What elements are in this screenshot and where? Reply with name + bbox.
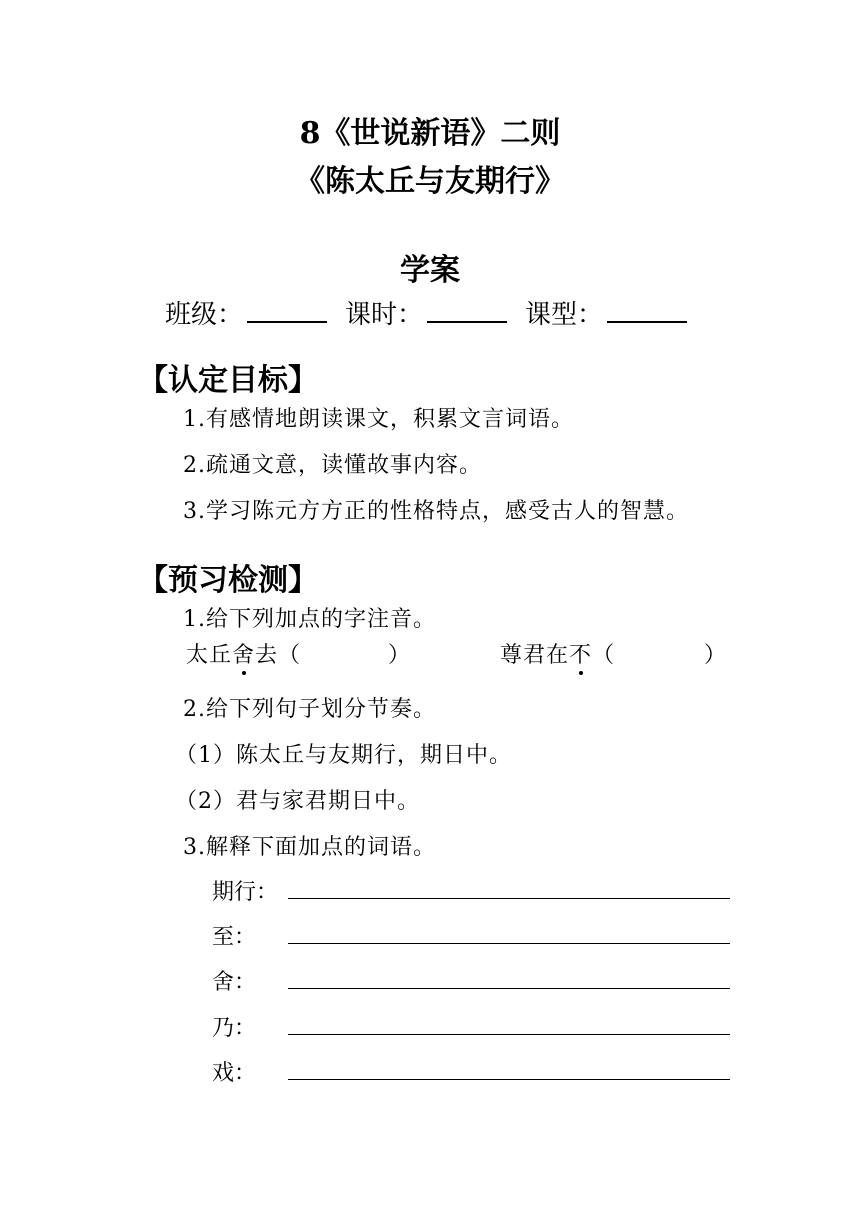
- q3-prompt: 3.解释下面加点的词语。: [183, 835, 436, 860]
- term-label: 戏：: [212, 1061, 257, 1086]
- q1-a-dotted-char: 舍: [232, 638, 255, 669]
- term-label: 乃：: [212, 1016, 257, 1041]
- period-blank[interactable]: [427, 293, 507, 323]
- doc-title: 8《世说新语》二则: [299, 116, 561, 151]
- term-label: 舍：: [212, 970, 257, 995]
- q2-item: （2）君与家君期日中。: [175, 789, 420, 814]
- answer-line[interactable]: [288, 988, 730, 989]
- q1-item-b: [500, 638, 615, 669]
- q1-b-dotted-char: 不: [569, 638, 592, 669]
- goal-item: 3.学习陈元方方正的性格特点，感受古人的智慧。: [183, 499, 689, 524]
- term-label: 期行：: [212, 880, 279, 905]
- q2-item: （1）陈太丘与友期行，期日中。: [175, 743, 512, 768]
- answer-line[interactable]: [288, 1079, 730, 1080]
- answer-line[interactable]: [288, 943, 730, 944]
- q1-a-close: ）: [388, 643, 412, 668]
- section-title: 学案: [400, 253, 460, 288]
- term-label: 至：: [212, 925, 257, 950]
- q1-b-post: （: [592, 643, 616, 668]
- doc-subtitle: 《陈太丘与友期行》: [295, 164, 565, 199]
- q2-prompt: 2.给下列句子划分节奏。: [183, 697, 436, 722]
- type-blank[interactable]: [607, 293, 687, 323]
- q1-a-pre: 太丘: [186, 643, 233, 668]
- class-blank[interactable]: [247, 293, 327, 323]
- type-field: [525, 293, 687, 331]
- class-field: [165, 293, 327, 331]
- class-label: 班级：: [165, 300, 244, 330]
- meta-row: [165, 293, 705, 331]
- period-field: [345, 293, 507, 331]
- type-label: 课型：: [525, 300, 604, 330]
- q1-b-close: ）: [704, 643, 728, 668]
- period-label: 课时：: [345, 300, 424, 330]
- goal-item: 2.疏通文意，读懂故事内容。: [183, 453, 482, 478]
- goals-heading: 【认定目标】: [138, 363, 318, 398]
- q1-b-pre: 尊君在: [500, 643, 570, 668]
- answer-line[interactable]: [288, 898, 730, 899]
- q1-item-a: [186, 638, 301, 669]
- q1-a-post: 去（: [255, 643, 302, 668]
- answer-line[interactable]: [288, 1034, 730, 1035]
- goal-item: 1.有感情地朗读课文，积累文言词语。: [183, 407, 574, 432]
- preview-heading: 【预习检测】: [138, 563, 318, 598]
- q1-prompt: 1.给下列加点的字注音。: [183, 607, 436, 632]
